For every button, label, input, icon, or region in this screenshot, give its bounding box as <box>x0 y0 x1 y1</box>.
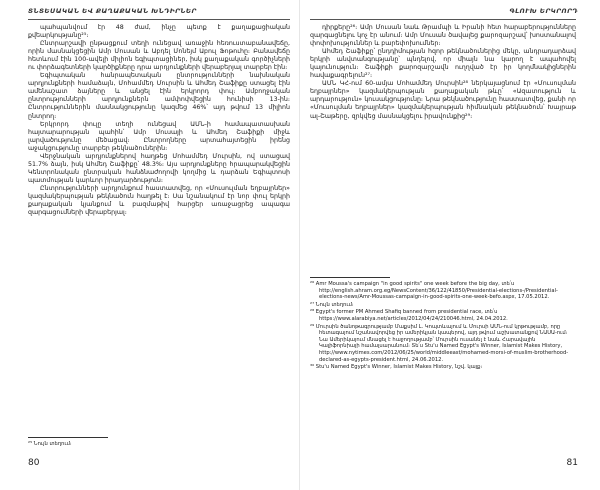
paragraph: Ահմեդ Շաֆիքը՝ ընդդիմության հզոր թեկնածուներից մեկը, անդրադարձավ երկրի անվտանգությանը՝ պնդելով, որ միայն նա կարող է ապահովել կայունություն։ Շաֆիքի քարոզարշավն ուղղված էր իր կողմնակիցներին հավաքագրելուն²⁷։ <box>310 48 576 80</box>
footnote: ²⁹ Մուրսին ծանոթագրությամբ Մաքսիմ Լ. Կոպտևայում և Մուրսի ԱՄՆ-ում կրթությամբ, որը հետագայում նշանավորվեց իր ամերիկյան կապերով, այդ թվում աշխատանքով ՆԱՍԱ-ում։ Նա Ամերիկայում մնացել է հաջողությամբ՝ Մուրսին ուսանել է նաև Հարավային Կալիֆորնիայի համալսարանում։ Տե՛ս Stu'u Named Egypt's Winner, Islamist Makes History, http://www.nytimes.com/2012/06/25/world/middleeast/mohamed-morsi-of-muslim-brotherhood-declared-as-egypts-president.html, 24.06.2012. <box>310 323 569 363</box>
paragraph: ԱՄՆ ԿՀ-ում 60-ամյա Մոհամմեդ Մուրսին²⁸ ներկայացնում էր «Մուսուլման եղբայրներ» կազմակերպության քաղաքական թևը՝ «Ազատություն և արդարություն» կուսակցությունը։ Նրա թեկնածությունը հաստատվեց, քանի որ «Մուսուլման եղբայրներ» կազմակերպության հիմնական թեկնածուն՝ Խայրաթ ալ-Շաթերը, զրկվեց մասնակցելու իրավունքից²⁹։ <box>310 80 576 120</box>
body-text <box>310 24 576 121</box>
body-text <box>28 24 290 217</box>
running-header: ՏՆՏԵՍԱԿԱՆ ԵՎ ՔԱՂԱՔԱԿԱՆ ԽՆԴԻՐՆԵՐ <box>28 7 197 15</box>
footnote: ³⁰ Stu'u Named Egypt's Winner, Islamist Makes History, նշվ. կայք։ <box>310 364 483 371</box>
paragraph: Վերջնական արդյունքներով հաղթեց Մոհամմեդ Մուրսին, ով ստացավ 51.7% ձայն, իսկ Ահմեդ Շաֆիքը՝ 48.3%։ Այս արդյունքները հրապարակվեցին Կենտրոնական ընտրական հանձնաժողովի կողմից և դարձան Եգիպտոսի պատմության կարևոր իրադարձություն։ <box>28 152 290 184</box>
footnote: ²⁶ Amr Moussa's campaign "in good spirits" one week before the big day, տե՛ս http://english.ahram.org.eg/NewsContent/36/122/41850/Presidential-elections-/Presidential-elections-news/Amr-Moussas-campaign-in-good-spirits-one-week-befo.aspx, 17.05.2012. <box>310 281 558 301</box>
paragraph: Երկրորդ փուլը տեղի ունեցավ ԱՄՆ-ի համապատասխան հայտարարության պահին՝ Ամր Մուսայի և Ահմեդ Շաֆիքի միջև լարվածությունը մեծացավ։ Ընտրողները արտահայտեցին իրենց աջակցությունը տարբեր թեկնածուներին։ <box>28 120 290 152</box>
footnote: ²⁵ Նույն տեղում։ <box>28 441 72 447</box>
paragraph: Ընտրությունների արդյունքում հաստատվեց, որ «Մուսուլման եղբայրներ» կազմակերպության թեկնածուն հաղթել է։ Սա նշանակում էր նոր փուլ երկրի քաղաքական կյանքում և բազմաթիվ հարցեր առաջացրեց ապագա զարգացումների վերաբերյալ։ <box>28 184 290 217</box>
footnote: ²⁸ Egypt's former PM Ahmed Shafiq banned from presidential race, տե՛ս https://www.alarabiya.net/articles/2012/04/24/210046.html, 24.04.2012. <box>310 309 508 322</box>
footnote: ²⁷ Նույն տեղում։ <box>310 301 354 308</box>
footnotes <box>310 281 576 372</box>
paragraph: Եգիպտական հանրապետական ընտրությունների նախնական արդյունքների համաձայն, Մոհամմեդ Մուրսին և Ահմեդ Շաֆիքը ստացել էին ամենաշատ ձայները և անցել էին երկրորդ փուլ։ Ամբողջական ընտրությունների արդյունքներն ամփոփվեցին հունիսի 13-ին։ Ընտրություններին մասնակցությունը կազմեց 46%՝ այդ թվում 13 միլիոն ընտրող։ <box>28 72 290 120</box>
footnote-rule <box>310 277 390 278</box>
header-rule <box>28 19 290 20</box>
footnote-rule <box>28 437 108 438</box>
running-header: ԳԼՈՒԽ ԵՐԿՐՈՐԴ <box>509 7 578 15</box>
page-number: 81 <box>566 458 578 468</box>
paragraph: դիրքերը²⁶։ Ամր Մուսան նաև Թրամպի և Իրանի հետ հարաբերությունները զարգացնելու կոչ էր անում։ Ամր Մուսան ծավալեց քարոզարշավ՝ խոստանալով փոփոխություններ և բարեփոխումներ։ <box>310 24 576 48</box>
right-page <box>300 0 600 490</box>
footnotes <box>28 441 290 449</box>
paragraph: պահպանվում էր 48 ժամ, ինչը պետք է քաղաքացիական քվեարկությանը²⁵։ <box>28 24 290 40</box>
paragraph: Ընտրարշավի ընթացքում տեղի ունեցավ առաջին հեռուստաբանավեճը, որին մասնակցեցին Ամր Մուսան և Աբդել Մոնեյմ Աբուլ Ֆոթուհը։ Բանավեճը հետևում էին 100-ավելի միլիոն եգիպտացիներ, իսկ քաղաքական գործիչների ու փորձագետների կարծիքները դրա արդյունքների վերաբերյալ տարբեր էին։ <box>28 40 290 72</box>
header-rule <box>310 19 576 20</box>
page-number: 80 <box>28 458 40 468</box>
